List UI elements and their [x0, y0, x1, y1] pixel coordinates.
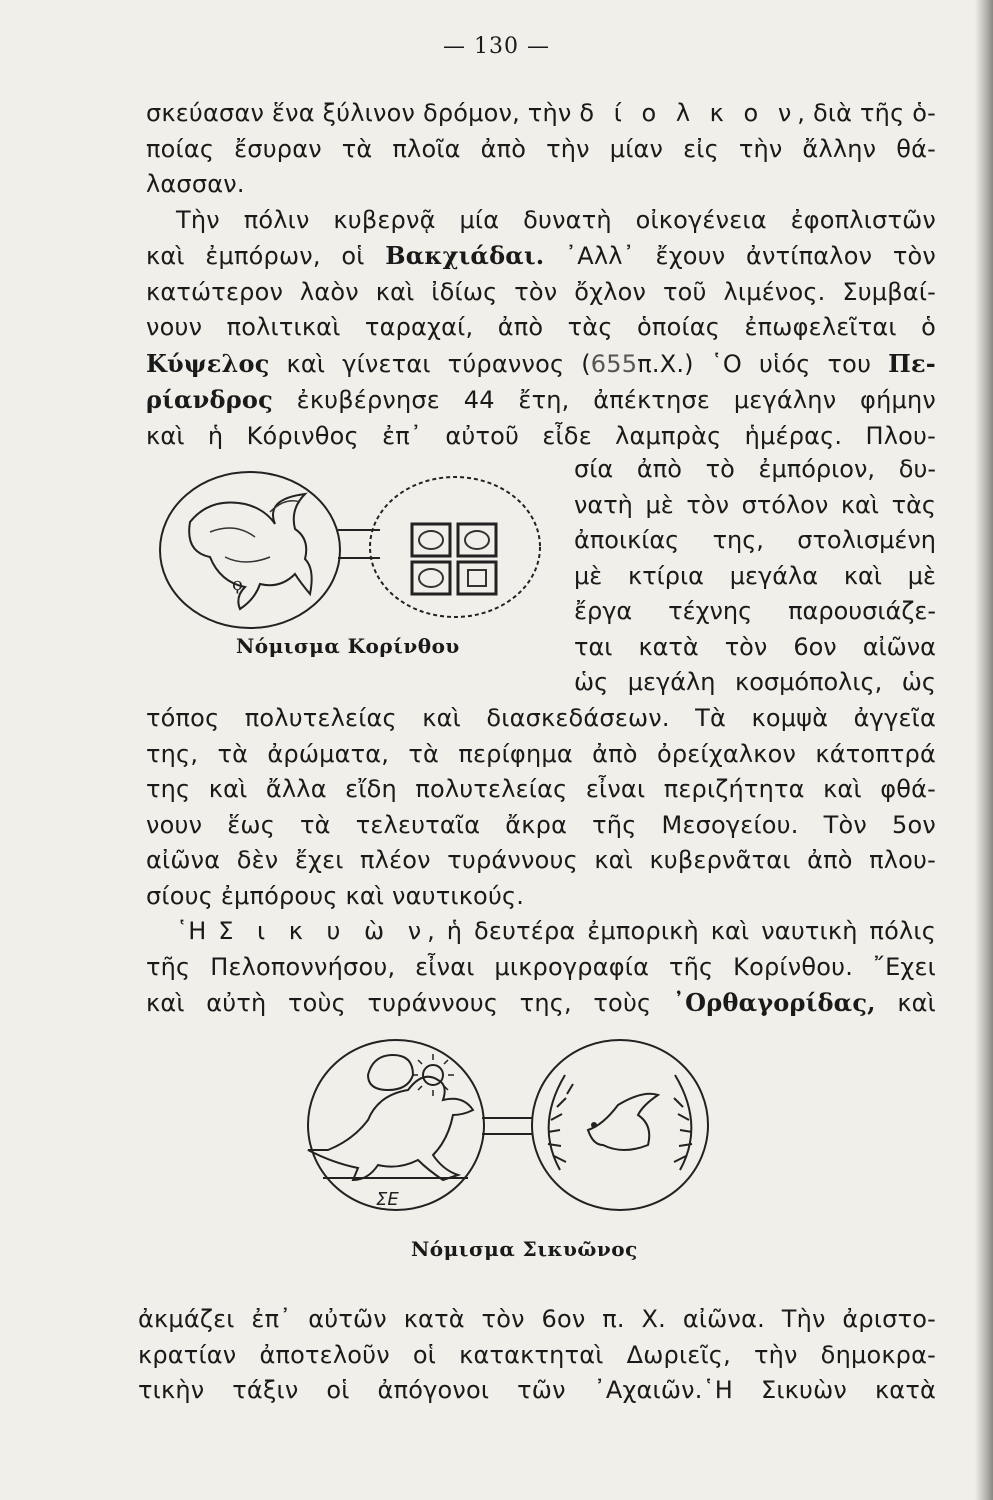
bold-name-kypselos: Κύψελος	[146, 348, 270, 378]
text-line: καὶ ἐμπόρων, οἱ Βακχιάδαι. ᾿Αλλ᾿ ἔχουν ἀντίπαλον τὸν	[146, 241, 936, 270]
text-line: τόπος πολυτελείας καὶ διασκεδάσεων. Τὰ κομψὰ ἀγγεῖα	[146, 704, 936, 732]
text-line: νουν ἕως τὰ τελευταῖα ἄκρα τῆς Μεσογείου. Τὸν 5ον	[146, 810, 936, 839]
text-line: ρίανδρος ἐκυβέρνησε 44 ἔτη, ἀπέκτησε μεγάλην φήμην	[146, 385, 936, 414]
bold-name-orthagorids: ᾿Ορθαγορίδας,	[672, 988, 876, 1017]
sicyon-coin-obverse	[308, 1040, 484, 1210]
text-line: μὲ κτίρια μεγάλα καὶ μὲ	[574, 561, 936, 590]
handwritten-date: 655	[590, 349, 638, 378]
sicyon-coin-figure	[298, 1030, 718, 1225]
text-block-top	[146, 96, 936, 454]
coin-corinth-letter: ϙ	[232, 574, 243, 595]
text-line: κρατίαν ἀποτελοῦν οἱ κατακτηταὶ Δωριεῖς, τὴν δημοκρα-	[138, 1340, 936, 1369]
text-line: καὶ ἡ Κόρινθος ἐπ᾿ αὐτοῦ εἶδε λαμπρὰς ἡμέρας. Πλου-	[146, 421, 936, 450]
text-line: νατὴ μὲ τὸν στόλον καὶ τὰς	[574, 490, 936, 519]
text-line: Κύψελος καὶ γίνεται τύραννος (655π.Χ.) ῾Ο υἱός του Πε-	[146, 348, 936, 378]
corinth-coin-figure	[150, 462, 560, 647]
text-line: ῾Η Σ ι κ υ ὼ ν, ἡ δευτέρα ἐμπορικὴ καὶ ναυτικὴ πόλις	[176, 917, 936, 945]
text-line: ποίας ἔσυραν τὰ πλοῖα ἀπὸ τὴν μίαν εἰς τὴν ἄλλην θά-	[146, 134, 936, 163]
text-line: κατώτερον λαὸν καὶ ἰδίως τὸν ὄχλον τοῦ λιμένος. Συμβαί-	[146, 277, 936, 306]
text-line: Τὴν πόλιν κυβερνᾷ μία δυνατὴ οἰκογένεια ἐφοπλιστῶν	[176, 205, 936, 234]
bold-name-bacchiadae: Βακχιάδαι.	[385, 241, 545, 270]
text-line: ὡς μεγάλη κοσμόπολις, ὡς	[574, 668, 936, 696]
text-line: τικὴν τάξιν οἱ ἀπόγονοι τῶν ᾿Αχαιῶν.῾Η Σικυὼν κατὰ	[138, 1376, 936, 1404]
corinth-coin-obverse	[160, 472, 340, 628]
text-line: τῆς Πελοποννήσου, εἶναι μικρογραφία τῆς Κορίνθου. ῎Εχει	[146, 952, 936, 981]
text-line: λασσαν.	[146, 170, 245, 198]
text-line: ἀποικίας της, στολισμένη	[574, 526, 936, 554]
text-line: σίους ἐμπόρους καὶ ναυτικούς.	[146, 881, 525, 910]
coin-sicyon-inscription: ΣΕ	[376, 1189, 399, 1210]
caption-corinth-coin: Νόμισμα Κορίνθου	[236, 634, 460, 658]
text-line: σία ἀπὸ τὸ ἐμπόριον, δυ-	[574, 455, 936, 483]
caption-sicyon-coin: Νόμισμα Σικυῶνος	[411, 1237, 638, 1261]
sicyon-coin-reverse	[532, 1040, 708, 1210]
corinth-coin-reverse	[370, 477, 540, 617]
page-number: — 130 —	[443, 34, 550, 59]
page-edge-shadow	[975, 0, 993, 1500]
text-block-middle	[146, 701, 936, 1022]
text-line: σκεύασαν ἕνα ξύλινον δρόμον, τὴν δ ί ο λ κ ο ν, διὰ τῆς ὁ-	[146, 99, 936, 127]
text-line: αἰῶνα δὲν ἔχει πλέον τυράννους καὶ κυβερνᾶται ἀπὸ πλου-	[146, 846, 936, 874]
text-line: ἔργα τέχνης παρουσιάζε-	[574, 597, 936, 625]
text-line: της, τὰ ἀρώματα, τὰ περίφημα ἀπὸ ὀρείχαλκον κάτοπτρά	[146, 739, 936, 768]
text-block-wrap	[574, 452, 936, 701]
text-line: ται κατὰ τὸν 6ον αἰῶνα	[574, 632, 936, 661]
text-line: νουν πολιτικαὶ ταραχαί, ἀπὸ τὰς ὁποίας ἐπωφελεῖται ὁ	[146, 313, 936, 341]
text-line: καὶ αὐτὴ τοὺς τυράννους της, τοὺς ᾿Ορθαγορίδας, καὶ	[146, 988, 936, 1017]
text-line: της καὶ ἄλλα εἴδη πολυτελείας εἶναι περιζήτητα καὶ φθά-	[146, 775, 936, 803]
bold-name-periandros: ρίανδρος	[146, 385, 273, 414]
text-line: ἀκμάζει ἐπ᾿ αὐτῶν κατὰ τὸν 6ον π. Χ. αἰῶνα. Τὴν ἀριστο-	[138, 1305, 936, 1333]
text-block-bottom	[138, 1302, 936, 1409]
